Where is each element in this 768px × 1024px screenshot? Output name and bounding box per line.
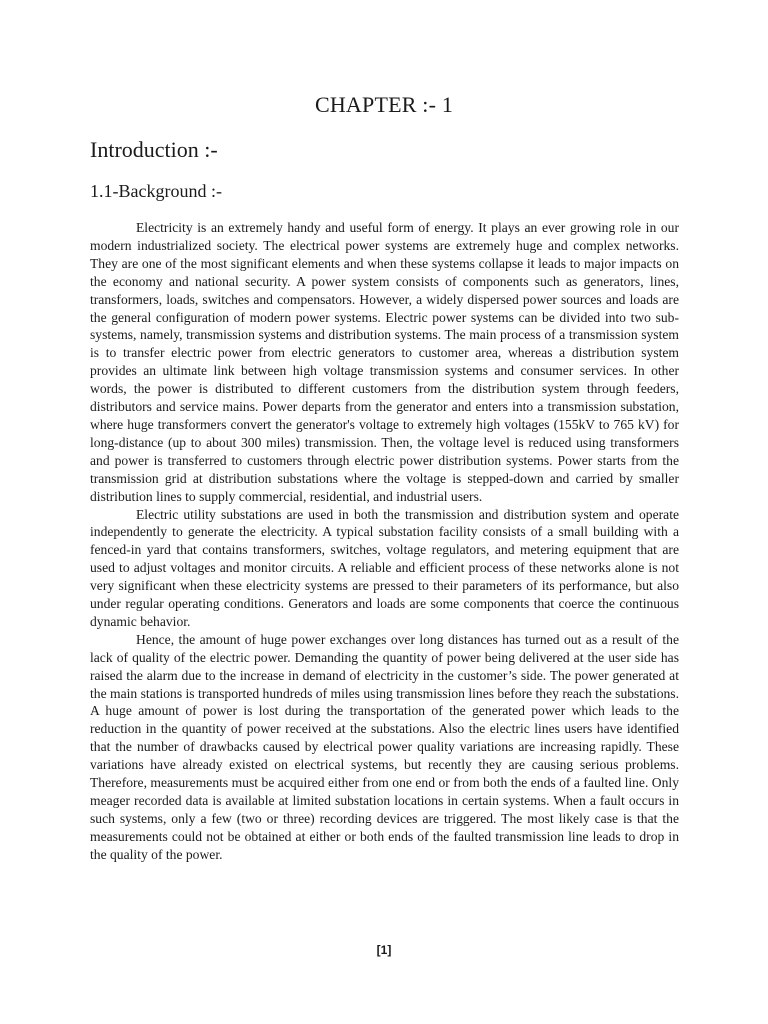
section-title: Introduction :- — [90, 137, 218, 162]
paragraph-3: Hence, the amount of huge power exchanges over long distances has turned out as a result of the lack of quality of the electric power. Demanding the quantity of power being delivered at the user side has raised the alarm due to the increase in demand of electricity in the customer’s side. The power generated at the main stations is transported hundreds of miles using transmission lines before they reach the substations. A huge amount of power is lost during the transportation of the generated power which leads to the reduction in the quantity of power received at the substations. Also the electric lines users have identified that the number of drawbacks caused by electrical power quality variations are increasing rapidly. These variations have already existed on electrical systems, but recently they are causing serious problems. Therefore, measurements must be acquired either from one end or from both the ends of a faulted line. Only meager recorded data is available at limited substation locations in certain systems. When a fault occurs in such systems, only a few (two or three) recording devices are triggered. The most likely case is that the measurements could not be obtained at either or both ends of the faulted transmission line leads to drop in the quality of the power. — [90, 631, 679, 862]
body-text — [90, 219, 679, 864]
page-number: [1] — [376, 943, 392, 957]
chapter-title: CHAPTER :- 1 — [314, 92, 454, 117]
paragraph-1: Electricity is an extremely handy and useful form of energy. It plays an ever growing role in our modern industrialized society. The electrical power systems are extremely huge and complex networks. They are one of the most significant elements and when these systems collapse it leads to major impacts on the economy and national security. A power system consists of components such as generators, lines, transformers, loads, switches and compensators. However, a widely dispersed power sources and loads are the general configuration of modern power systems. Electric power systems can be divided into two sub-systems, namely, transmission systems and distribution systems. The main process of a transmission system is to transfer electric power from electric generators to customer area, whereas a distribution system provides an ultimate link between high voltage transmission systems and consumer services. In other words, the power is distributed to different customers from the distribution system through feeders, distributors and service mains. Power departs from the generator and enters into a transmission substation, where huge transformers convert the generator's voltage to extremely high voltages (155kV to 765 kV) for long-distance (up to about 300 miles) transmission. Then, the voltage level is reduced using transformers and power is transferred to customers through electric power distribution systems. Power starts from the transmission grid at distribution substations where the voltage is stepped-down and carried by smaller distribution lines to supply commercial, residential, and industrial users. — [90, 220, 679, 504]
subsection-title: 1.1-Background :- — [90, 181, 222, 201]
paragraph-2: Electric utility substations are used in both the transmission and distribution system and operate independently to generate the electricity. A typical substation facility consists of a small building with a fenced-in yard that contains transformers, switches, voltage regulators, and metering equipment that are used to adjust voltages and monitor circuits. A reliable and efficient process of these networks alone is not very significant when these electricity systems are pressed to their parameters of its performance, but also under regular operating conditions. Generators and loads are some components that coerce the continuous dynamic behavior. — [90, 506, 679, 629]
